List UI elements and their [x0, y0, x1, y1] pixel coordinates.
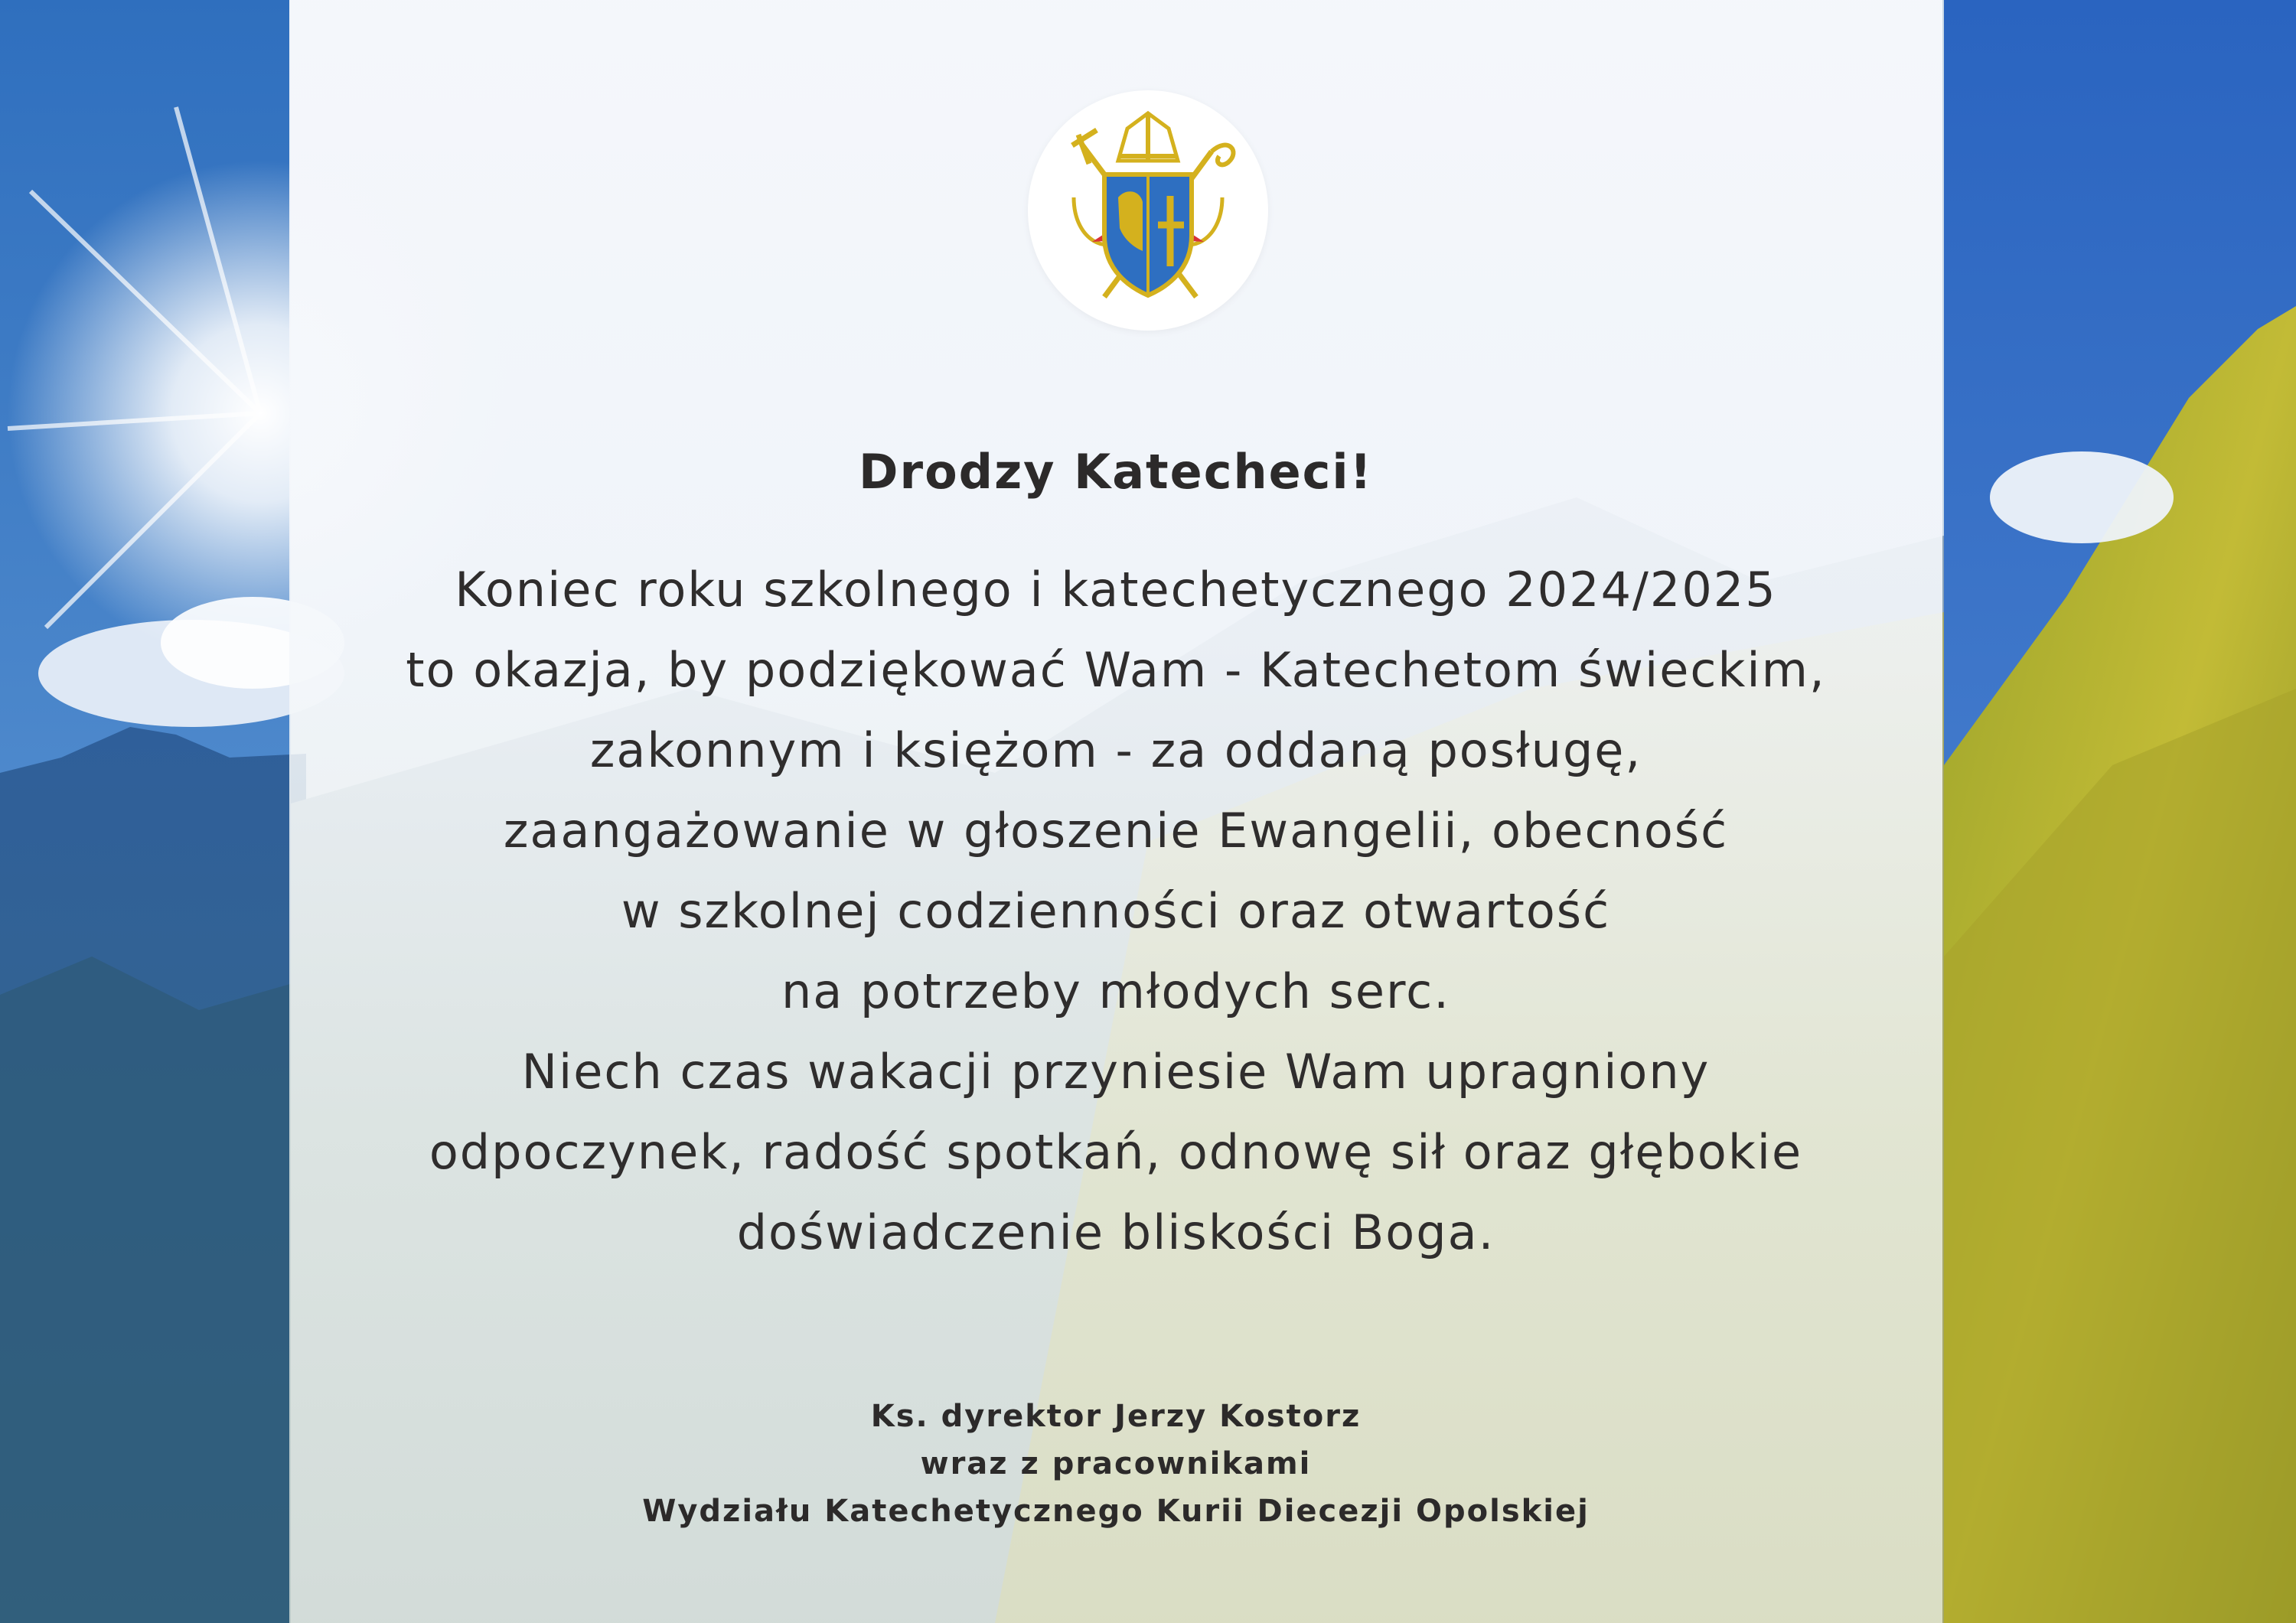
message-line: Koniec roku szkolnego i katechetycznego 2024/2025 [455, 562, 1777, 618]
message-line: to okazja, by podziękować Wam - Katechetom świeckim, [406, 642, 1826, 698]
signature-line: wraz z pracownikami [920, 1446, 1312, 1481]
signature-block [289, 1393, 1942, 1535]
greeting-heading: Drodzy Katecheci! [859, 444, 1373, 500]
signature-line: Wydziału Katechetycznego Kurii Diecezji Opolskiej [642, 1494, 1590, 1529]
message-line: odpoczynek, radość spotkań, odnowę sił oraz głębokie [429, 1124, 1803, 1180]
message-line: na potrzeby młodych serc. [781, 963, 1450, 1019]
message-line: zaangażowanie w głoszenie Ewangelii, obecność [503, 803, 1729, 859]
message-line: w szkolnej codzienności oraz otwartość [621, 883, 1611, 939]
message-line: Niech czas wakacji przyniesie Wam upragniony [521, 1044, 1711, 1100]
message-text [289, 549, 1942, 1273]
diocese-coat-of-arms-icon [1028, 90, 1268, 331]
signature-line: Ks. dyrektor Jerzy Kostorz [870, 1399, 1362, 1434]
message-line: doświadczenie bliskości Boga. [736, 1204, 1495, 1260]
message-line: zakonnym i księżom - za oddaną posługę, [589, 722, 1642, 778]
